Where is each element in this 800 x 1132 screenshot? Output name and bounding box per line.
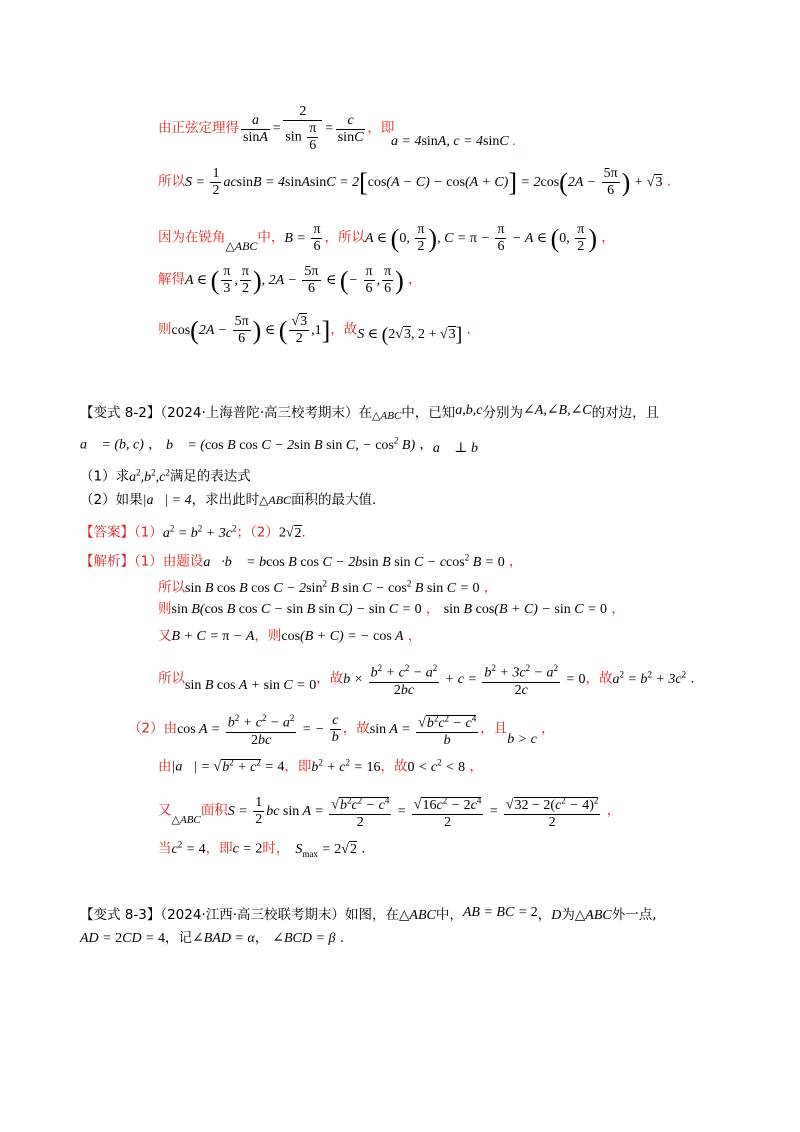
v82-header: 【变式 8-2】 <box>80 405 161 421</box>
v82-analysis-4: 又B + C = π − A，则cos(B + C) = − cos A ， <box>158 628 422 644</box>
formula-sine-law: $\frac{a}{\sin A}$ = 2 sin $\frac{\pi}{6}$ = $\frac{c}{\sin C}$ <box>243 104 364 153</box>
sol-line-2: 所以S = $\frac{1}{2}$ acsinB = 4sinAsinC = 2[cos(A − C) − cos(A + C)] = 2cos(2A − $\frac{5\pi}{6}$ ) + √3 . <box>158 166 672 198</box>
formula-a-c: a = 4sinA, c = 4sinC . <box>391 134 516 149</box>
formula-A-range: A ∈ (0, $\frac{\pi}{2}$ ), C = π − $\frac{\pi}{6}$ − A ∈ (0, $\frac{\pi}{2}$ ) <box>364 222 598 254</box>
v82-part2-2: 由|a⃗| = $√b^2 + c^2 = 4$，即$b^2 + c^2 = 16$，故$0 < c^2 < 8$ ， <box>158 757 483 775</box>
v82-analysis-2: 所以sin B cos B $\cos C - 2\sin^2$ B $\sin C - \cos^2 B$ sin C = 0 ， <box>158 578 498 596</box>
sol-line-4: 解得A ∈ ( $\frac{\pi}{3}$ , $\frac{\pi}{2}$ ), 2A − $\frac{5\pi}{6}$ ∈ (− $\frac{\pi}{6}$ , $\frac{\pi}{6}$ ) ， <box>158 264 422 296</box>
formula-vector-a: a⃗ = (b, c) <box>80 437 144 453</box>
formula-S-range: S ∈ (2√3, 2 + √3] <box>357 323 463 346</box>
v82-analysis-3: 则sin B(cos B cos C − sin B sin C) − sin C = 0 ， sin B cos(B + C) − sin C = 0 ， <box>158 601 625 617</box>
triangle-ABC: △ABC <box>225 238 258 253</box>
answer-tag: 【答案】 <box>80 524 134 541</box>
v82-answer: 【答案】$(1)a^2 = b^2 + 3c^2$；（2）2√2. <box>80 523 306 541</box>
formula-area-S: S = $\frac{1}{2}$ acsinB = 4sinAsinC = 2[cos(A − C) − cos(A + C)] = 2cos(2A − $\frac{5\pi}{6}$ ) + √3 <box>185 166 663 198</box>
v82-q1: （1）求$a^2,b^2,c^2$满足的表达式 <box>80 467 251 485</box>
v82-part2-1: （2）由cos A = $\frac{b^2 + c^2 - a^2}{2bc}$ = − $\frac{c}{b}$ ，故sin A = $\frac{√b^2c^2 - c^4}{b}$ ，且b > c ， <box>128 710 555 749</box>
v82-part2-4: 当$c^2 = 4$，即c = 2时， $S_{max} = 2√2$ . <box>158 839 366 859</box>
formula-B: B = $\frac{\pi}{6}$ <box>284 222 321 254</box>
sol-line-5: 则cos(2A − $\frac{5\pi}{6}$ ) ∈ ( $\frac{√3}{2}$ ,1]，故S ∈ (2√3, 2 + √3] . <box>158 314 471 346</box>
formula-cos-range: cos(2A − $\frac{5\pi}{6}$ ) ∈ ( $\frac{√3}{2}$ ,1] <box>171 314 331 346</box>
formula-A-solved: A ∈ ( $\frac{\pi}{3}$ , $\frac{\pi}{2}$ ), 2A − $\frac{5\pi}{6}$ ∈ (− $\frac{\pi}{6}$ , $\frac{\pi}{6}$ ) <box>185 264 404 296</box>
v83-line-2: AD = 2CD = 4，记∠BAD = α， ∠BCD = β . <box>80 930 345 946</box>
v82-analysis-1: 【解析】（1）由题设a⃗·b⃗ = bcos B cos C − 2bsin B sin C − ccos$^2$ B = 0 ， <box>80 552 523 570</box>
v82-q2: （2）如果|a⃗| = 4，求出此时△ABC面积的最大值. <box>80 492 377 508</box>
sol-line-1: 由正弦定理得 $\frac{a}{\sin A}$ = 2 sin $\frac{\pi}{6}$ = $\frac{c}{\sin C}$ ，即 <box>158 104 395 153</box>
v82-vectors-line: a⃗ = (b, c) ， b⃗ = (cos B cos C − 2sin B sin C, − $\cos^2 B$) ，a⃗ ⊥ b⃗ <box>80 435 489 456</box>
formula-perp: a⃗ ⊥ b⃗ <box>432 440 489 456</box>
sol-line-3: 因为在锐角△ABC中，B = $\frac{\pi}{6}$ ，所以A ∈ (0, $\frac{\pi}{2}$ ), C = π − $\frac{\pi}{6}$ − A ∈ (0, $\frac{\pi}{2}$ ) ， <box>158 222 615 254</box>
v82-part2-3: 又$_{\triangle ABC}$面积S = $\frac{1}{2}$ bc sin A = $\frac{√b^2c^2 - c^4}{2}$ = $\frac{√16c^2 - 2c^4}{2}$ = $\frac{√32 - 2(c^2 - 4)^2}{2}$ ， <box>158 792 620 831</box>
analysis-tag: 【解析】 <box>80 553 134 570</box>
v82-intro-line: 【变式 8-2】（2024·上海普陀·高三校考期末）在△ABC中，已知a,b,c分别为∠A,∠B,∠C的对边，且 <box>80 403 660 422</box>
formula-vector-b: b⃗ = (cos B cos C − 2sin B sin C, − $\cos^2 B$) <box>165 435 416 453</box>
v83-intro-line: 【变式 8-3】（2024·江西·高三校联考期末）如图，在△ABC中，AB = BC = 2，D为△ABC外一点, <box>80 905 657 923</box>
v83-header: 【变式 8-3】 <box>80 907 161 923</box>
v82-analysis-5: 所以sin B cos A + sin C = 0，故b × $\frac{b^2 + c^2 - a^2}{2bc}$ + c = $\frac{b^2 + 3c^2 - a^2}{2c}$ = 0，故$a^2 = b^2 + 3c^2$ . <box>158 660 695 699</box>
